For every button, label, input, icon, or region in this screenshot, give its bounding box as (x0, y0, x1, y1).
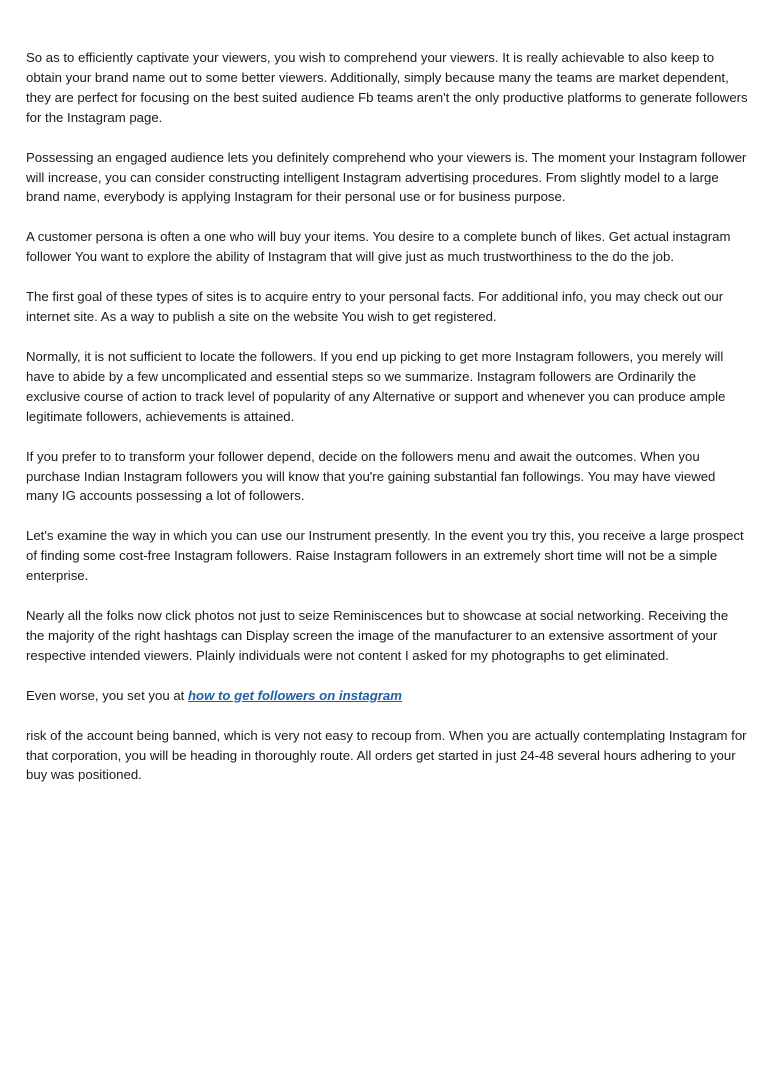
paragraph-2: Possessing an engaged audience lets you definitely comprehend who your viewers is. The moment your Instagram follower will increase, you can consider constructing intelligent Instagram advertising procedures. From slightly model to a large brand name, everybody is applying Instagram for their personal use or for business purpose. (26, 149, 747, 205)
paragraph-1: So as to efficiently captivate your viewers, you wish to comprehend your viewers. It is really achievable to also keep to obtain your brand name out to some better viewers. Additionally, simply because many the teams are market dependent, they are perfect for focusing on the best suited audience Fb teams aren't the only productive platforms to generate followers for the Instagram page. (26, 50, 748, 125)
instagram-followers-link[interactable]: how to get followers on instagram (188, 687, 402, 703)
link-paragraph-prefix: Even worse, you set you at (26, 687, 188, 703)
paragraph-3: A customer persona is often a one who will buy your items. You desire to a complete bunch of likes. Get actual instagram follower You want to explore the ability of Instagram that will give just as much trustworthiness to the do the job. (26, 229, 731, 265)
paragraph-7: Let's examine the way in which you can use our Instrument presently. In the event you try this, you receive a large prospect of finding some cost-free Instagram followers. Raise Instagram followers in an extremely short time will not be a simple enterprise. (26, 528, 744, 584)
document-body (26, 48, 748, 805)
paragraph-6: If you prefer to to transform your follower depend, decide on the followers menu and await the outcomes. When you purchase Indian Instagram followers you will know that you're gaining substantial fan followings. You may have viewed many IG accounts possessing a lot of followers. (26, 448, 716, 504)
paragraph-4: The first goal of these types of sites is to acquire entry to your personal facts. For additional info, you may check out our internet site. As a way to publish a site on the website You wish to get registered. (26, 289, 724, 325)
link-paragraph (26, 686, 748, 706)
paragraph-5: Normally, it is not sufficient to locate the followers. If you end up picking to get more Instagram followers, you merely will have to abide by a few uncomplicated and essential steps so we summarize. Instagram followers are Ordinarily the exclusive course of action to track level of popularity of any Alternative or support and whenever you can produce ample legitimate followers, achievements is attained. (26, 348, 726, 424)
paragraph-8: Nearly all the folks now click photos not just to seize Reminiscences but to showcase at social networking. Receiving the the majority of the right hashtags can Display screen the image of the manufacturer to an extensive assortment of your respective intended viewers. Plainly individuals were not content I asked for my photographs to get eliminated. (26, 608, 729, 663)
final-paragraph: risk of the account being banned, which is very not easy to recoup from. When you are actually contemplating Instagram for that corporation, you will be heading in thoroughly route. All orders get started in just 24-48 several hours adhering to your buy was positioned. (26, 727, 747, 783)
